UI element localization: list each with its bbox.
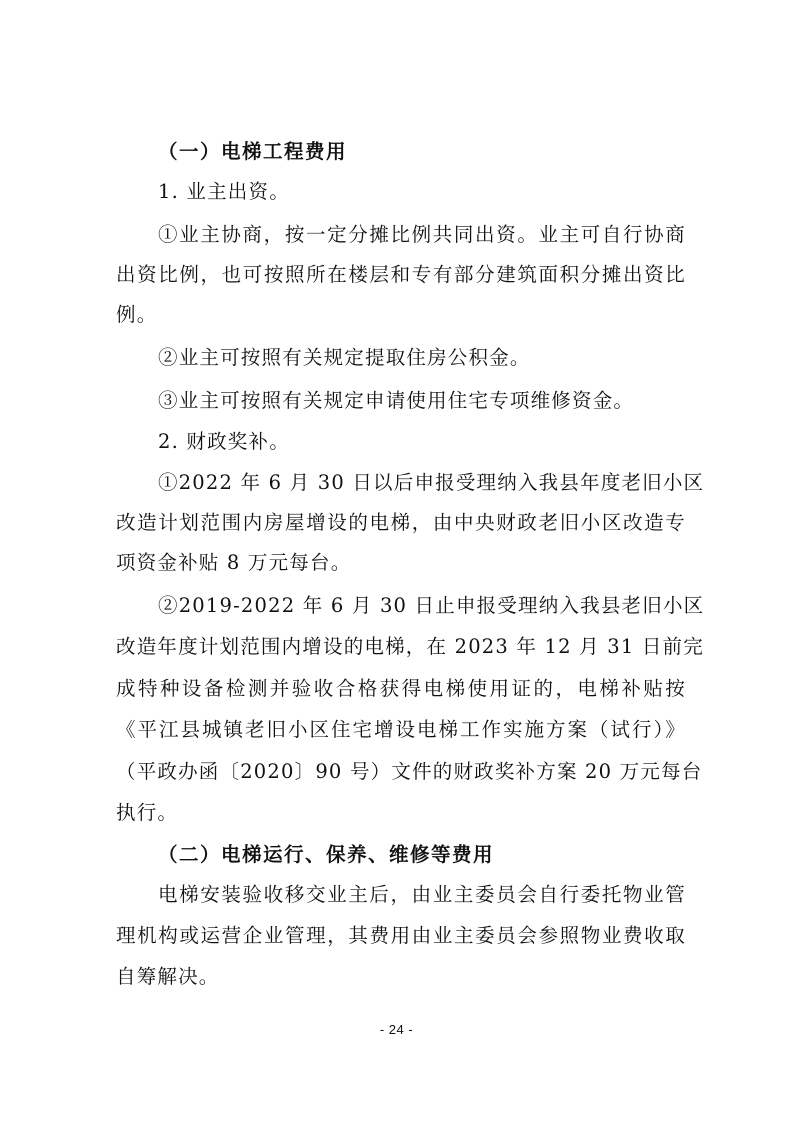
section-heading-1: （一）电梯工程费用 [158,140,348,163]
paragraph-line: 电梯安装验收移交业主后，由业主委员会自行委托物业管 [158,883,686,906]
page-number: - 24 - [379,1022,414,1037]
paragraph-line: ①2022 年 6 月 30 日以后申报受理纳入我县年度老旧小区 [158,471,705,494]
paragraph-line: ③业主可按照有关规定申请使用住宅专项维修资金。 [158,389,635,412]
paragraph-line: 《平江县城镇老旧小区住宅增设电梯工作实施方案（试行）》 [116,718,686,741]
paragraph-line: 自筹解决。 [116,965,220,988]
paragraph-line: 成特种设备检测并验收合格获得电梯使用证的，电梯补贴按 [116,677,686,700]
paragraph-line: 改造年度计划范围内增设的电梯，在 2023 年 12 月 31 日前完 [116,635,704,658]
paragraph-line: 理机构或运营企业管理，其费用由业主委员会参照物业费收取 [116,924,686,947]
paragraph-line: （平政办函〔2020〕90 号）文件的财政奖补方案 20 万元每台 [116,760,703,783]
paragraph-line: 例。 [116,303,158,326]
paragraph-line: 项资金补贴 8 万元每台。 [116,551,352,574]
paragraph-line: 出资比例，也可按照所在楼层和专有部分建筑面积分摊出资比 [116,263,686,286]
paragraph-line: ①业主协商，按一定分摊比例共同出资。业主可自行协商 [158,223,686,246]
section-heading-2: （二）电梯运行、保养、维修等费用 [158,843,495,866]
paragraph-line: 改造计划范围内房屋增设的电梯，由中央财政老旧小区改造专 [116,511,686,534]
paragraph-line: 执行。 [116,801,179,824]
subsection-title-owner-funding: 1. 业主出资。 [158,180,290,203]
subsection-title-fiscal-subsidy: 2. 财政奖补。 [158,430,290,453]
paragraph-line: ②业主可按照有关规定提取住房公积金。 [158,346,531,369]
paragraph-line: ②2019-2022 年 6 月 30 日止申报受理纳入我县老旧小区 [158,594,705,617]
